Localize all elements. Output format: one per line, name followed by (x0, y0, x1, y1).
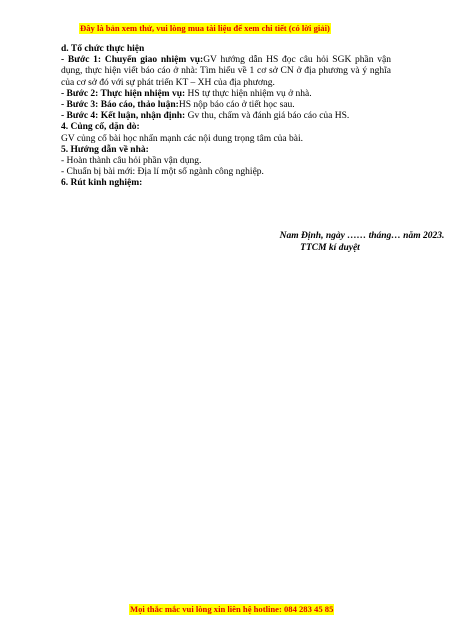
preview-notice-banner: Đây là bản xem thử, vui lòng mua tài liệu để xem chi tiết (có lời giải) (80, 23, 330, 33)
signature-place-date: Nam Định, ngày …… tháng… năm 2023. (279, 231, 445, 241)
document-body (61, 44, 391, 190)
section-d-heading: d. Tổ chức thực hiện (61, 44, 145, 54)
step-2-text: HS tự thực hiện nhiệm vụ ở nhà. (185, 88, 312, 99)
step-3-paragraph (61, 100, 391, 111)
section-4-heading: 4. Củng cố, dặn dò: (61, 122, 140, 133)
step-1-text: GV hướng dẫn HS đọc câu hỏi SGK phần vận dụng, thực hiện viết báo cáo ở nhà: Tìm hiểu về 1 cơ sở CN ở địa phương và ý nghĩa của cơ sở đó với sự phát triển KT – XH của địa phương. (61, 55, 391, 88)
step-1-paragraph (61, 55, 391, 89)
step-2-label: - Bước 2: Thực hiện nhiệm vụ: (61, 88, 186, 99)
section-5-item-1: - Hoàn thành câu hỏi phần vận dụng. (61, 156, 202, 167)
step-2-paragraph (61, 89, 391, 100)
signature-block (200, 231, 450, 254)
step-1-label: - Bước 1: Chuyển giao nhiệm vụ: (61, 55, 204, 66)
step-4-text: Gv thu, chấm và đánh giá báo cáo của HS. (185, 111, 350, 122)
section-5-heading: 5. Hướng dẫn về nhà: (61, 144, 149, 155)
signature-approver: TTCM kí duyệt (300, 242, 360, 253)
section-6-heading: 6. Rút kinh nghiệm: (61, 178, 143, 189)
step-3-label: - Bước 3: Báo cáo, thảo luận: (61, 100, 179, 111)
section-5-item-2: - Chuẩn bị bài mới: Địa lí một số ngành công nghiệp. (61, 167, 264, 178)
section-4-text: GV củng cố bài học nhấn mạnh các nội dung trọng tâm của bài. (61, 133, 304, 144)
step-3-text: HS nộp báo cáo ở tiết học sau. (178, 100, 295, 111)
step-4-label: - Bước 4: Kết luận, nhận định: (61, 111, 186, 122)
hotline-banner: Mọi thắc mắc vui lòng xin liên hệ hotline: 084 283 45 85 (130, 604, 334, 614)
step-4-paragraph (61, 111, 391, 122)
